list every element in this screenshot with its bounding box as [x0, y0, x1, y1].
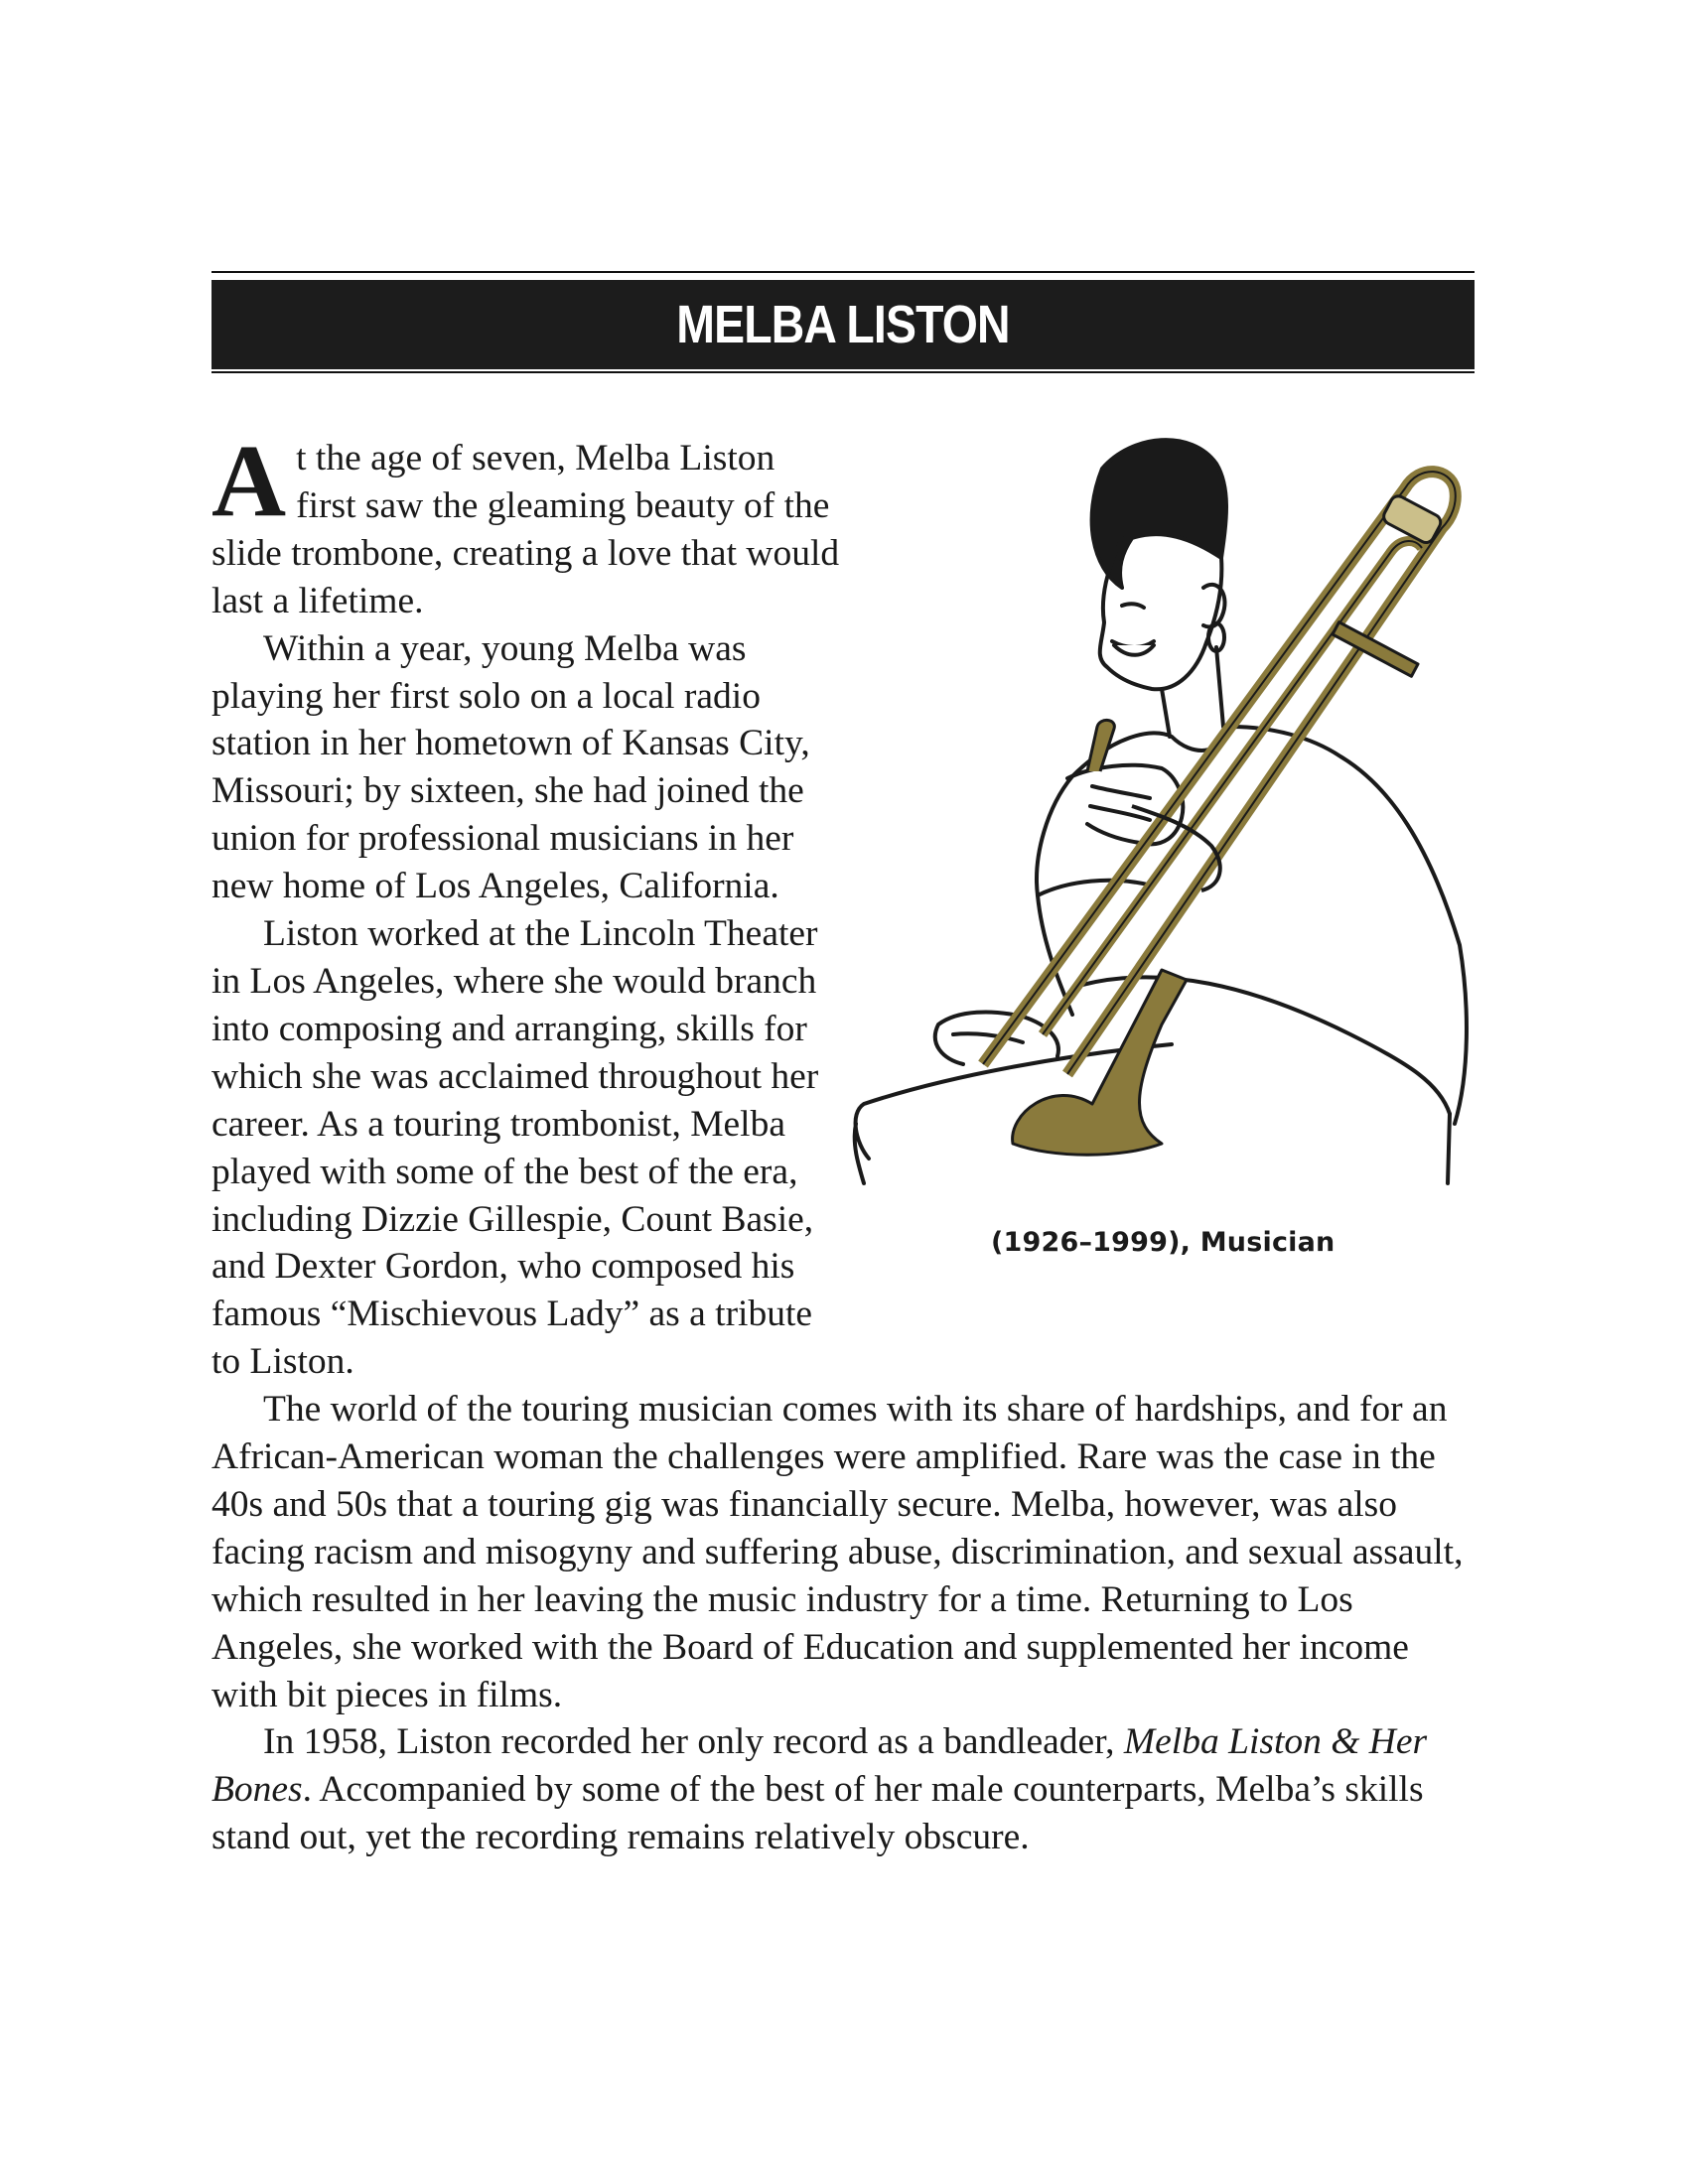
album-title: Melba Liston & Her Bones — [211, 1721, 1428, 1811]
paragraph-4: The world of the touring musician comes with its share of hardships, and for an African-American woman the challenges were amplified. Rare was the case in the 40s and 50s that a touring gig was financially secure. Melba, however, was also facing racism and misogyny and suffering abuse, discrimination, and sexual assault, which resulted in her leaving the music industry for a time. Returning to Los Angeles, she worked with the Board of Education and supplemented her income with bit pieces in films. — [211, 1389, 1464, 1715]
paragraph-1-text: t the age of seven, Melba Liston first saw the gleaming beauty of the slide trombone, creating a love that would last a lifetime. — [211, 438, 840, 621]
paragraph-5-rest: . Accompanied by some of the best of her male counterparts, Melba’s skills stand out, yet the recording remains relatively obscure. — [211, 1769, 1424, 1858]
paragraph-3: Liston worked at the Lincoln Theater in Los Angeles, where she would branch into composing and arranging, skills for which she was acclaimed throughout her career. As a touring trombonist, Melba played with some of the best of the era, including Dizzie Gillespie, Count Basie, and Dexter Gordon, who composed his famous “Mischievous Lady” as a tribute to Liston. — [211, 913, 819, 1383]
paragraph-5-intro: In 1958, Liston recorded her only record as a bandleader, — [263, 1721, 1124, 1763]
drop-cap: A — [211, 424, 287, 538]
trombonist-illustration — [834, 429, 1479, 1213]
upper-hand — [1067, 765, 1183, 844]
illustration-caption: (1926–1999), Musician — [991, 1227, 1336, 1258]
slide-stock — [1381, 493, 1444, 545]
title-top-rule — [211, 271, 1475, 273]
paragraph-2: Within a year, young Melba was playing her first solo on a local radio station in her hometown of Kansas City, Missouri; by sixteen, she had joined the union for professional musicians in her new home of Los Angeles, California. — [211, 627, 810, 907]
page-title: MELBA LISTON — [676, 295, 1010, 354]
title-bottom-rule — [211, 371, 1475, 373]
paragraph-5 — [211, 1718, 1477, 1861]
neck — [1162, 647, 1223, 737]
title-banner — [211, 280, 1475, 369]
